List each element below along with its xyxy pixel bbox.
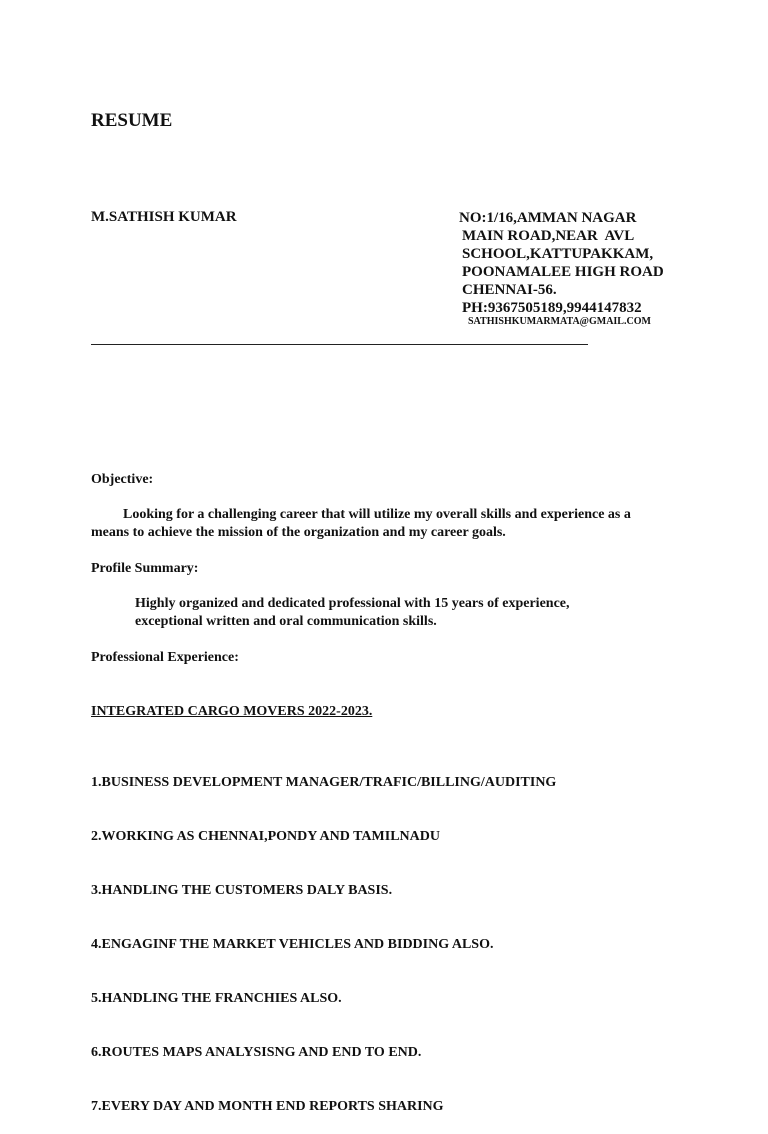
address-line: CHENNAI-56. — [462, 282, 557, 298]
email-address: SATHISHKUMARMATA@GMAIL.COM — [468, 316, 651, 327]
candidate-name: M.SATHISH KUMAR — [91, 209, 237, 225]
address-line: POONAMALEE HIGH ROAD — [462, 264, 664, 280]
resume-title: RESUME — [91, 110, 173, 131]
address-line: MAIN ROAD,NEAR AVL — [462, 228, 635, 244]
objective-text-line-1: Looking for a challenging career that will utilize my overall skills and experience as a — [123, 507, 631, 522]
profile-summary-line-2: exceptional written and oral communication skills. — [135, 614, 437, 629]
duty-item: 1.BUSINESS DEVELOPMENT MANAGER/TRAFIC/BILLING/AUDITING — [91, 775, 557, 790]
duty-item: 5.HANDLING THE FRANCHIES ALSO. — [91, 991, 342, 1006]
duty-item: 3.HANDLING THE CUSTOMERS DALY BASIS. — [91, 883, 393, 898]
duties-list — [91, 738, 556, 1134]
duty-item: 7.EVERY DAY AND MONTH END REPORTS SHARING — [91, 1099, 444, 1114]
company-title: INTEGRATED CARGO MOVERS 2022-2023. — [91, 704, 373, 719]
address-line: NO:1/16,AMMAN NAGAR — [459, 210, 637, 226]
duty-item: 4.ENGAGINF THE MARKET VEHICLES AND BIDDING ALSO. — [91, 937, 494, 952]
duty-item: 6.ROUTES MAPS ANALYSISNG AND END TO END. — [91, 1045, 422, 1060]
address-line: SCHOOL,KATTUPAKKAM, — [462, 246, 654, 262]
profile-summary-heading: Profile Summary: — [91, 561, 199, 576]
objective-text-line-2: means to achieve the mission of the organization and my career goals. — [91, 525, 506, 540]
profile-summary-line-1: Highly organized and dedicated professional with 15 years of experience, — [135, 596, 570, 611]
experience-heading: Professional Experience: — [91, 650, 239, 665]
duty-item: 2.WORKING AS CHENNAI,PONDY AND TAMILNADU — [91, 829, 440, 844]
phone-line: PH:9367505189,9944147832 — [462, 300, 642, 316]
header-divider — [91, 344, 588, 345]
objective-heading: Objective: — [91, 472, 154, 487]
